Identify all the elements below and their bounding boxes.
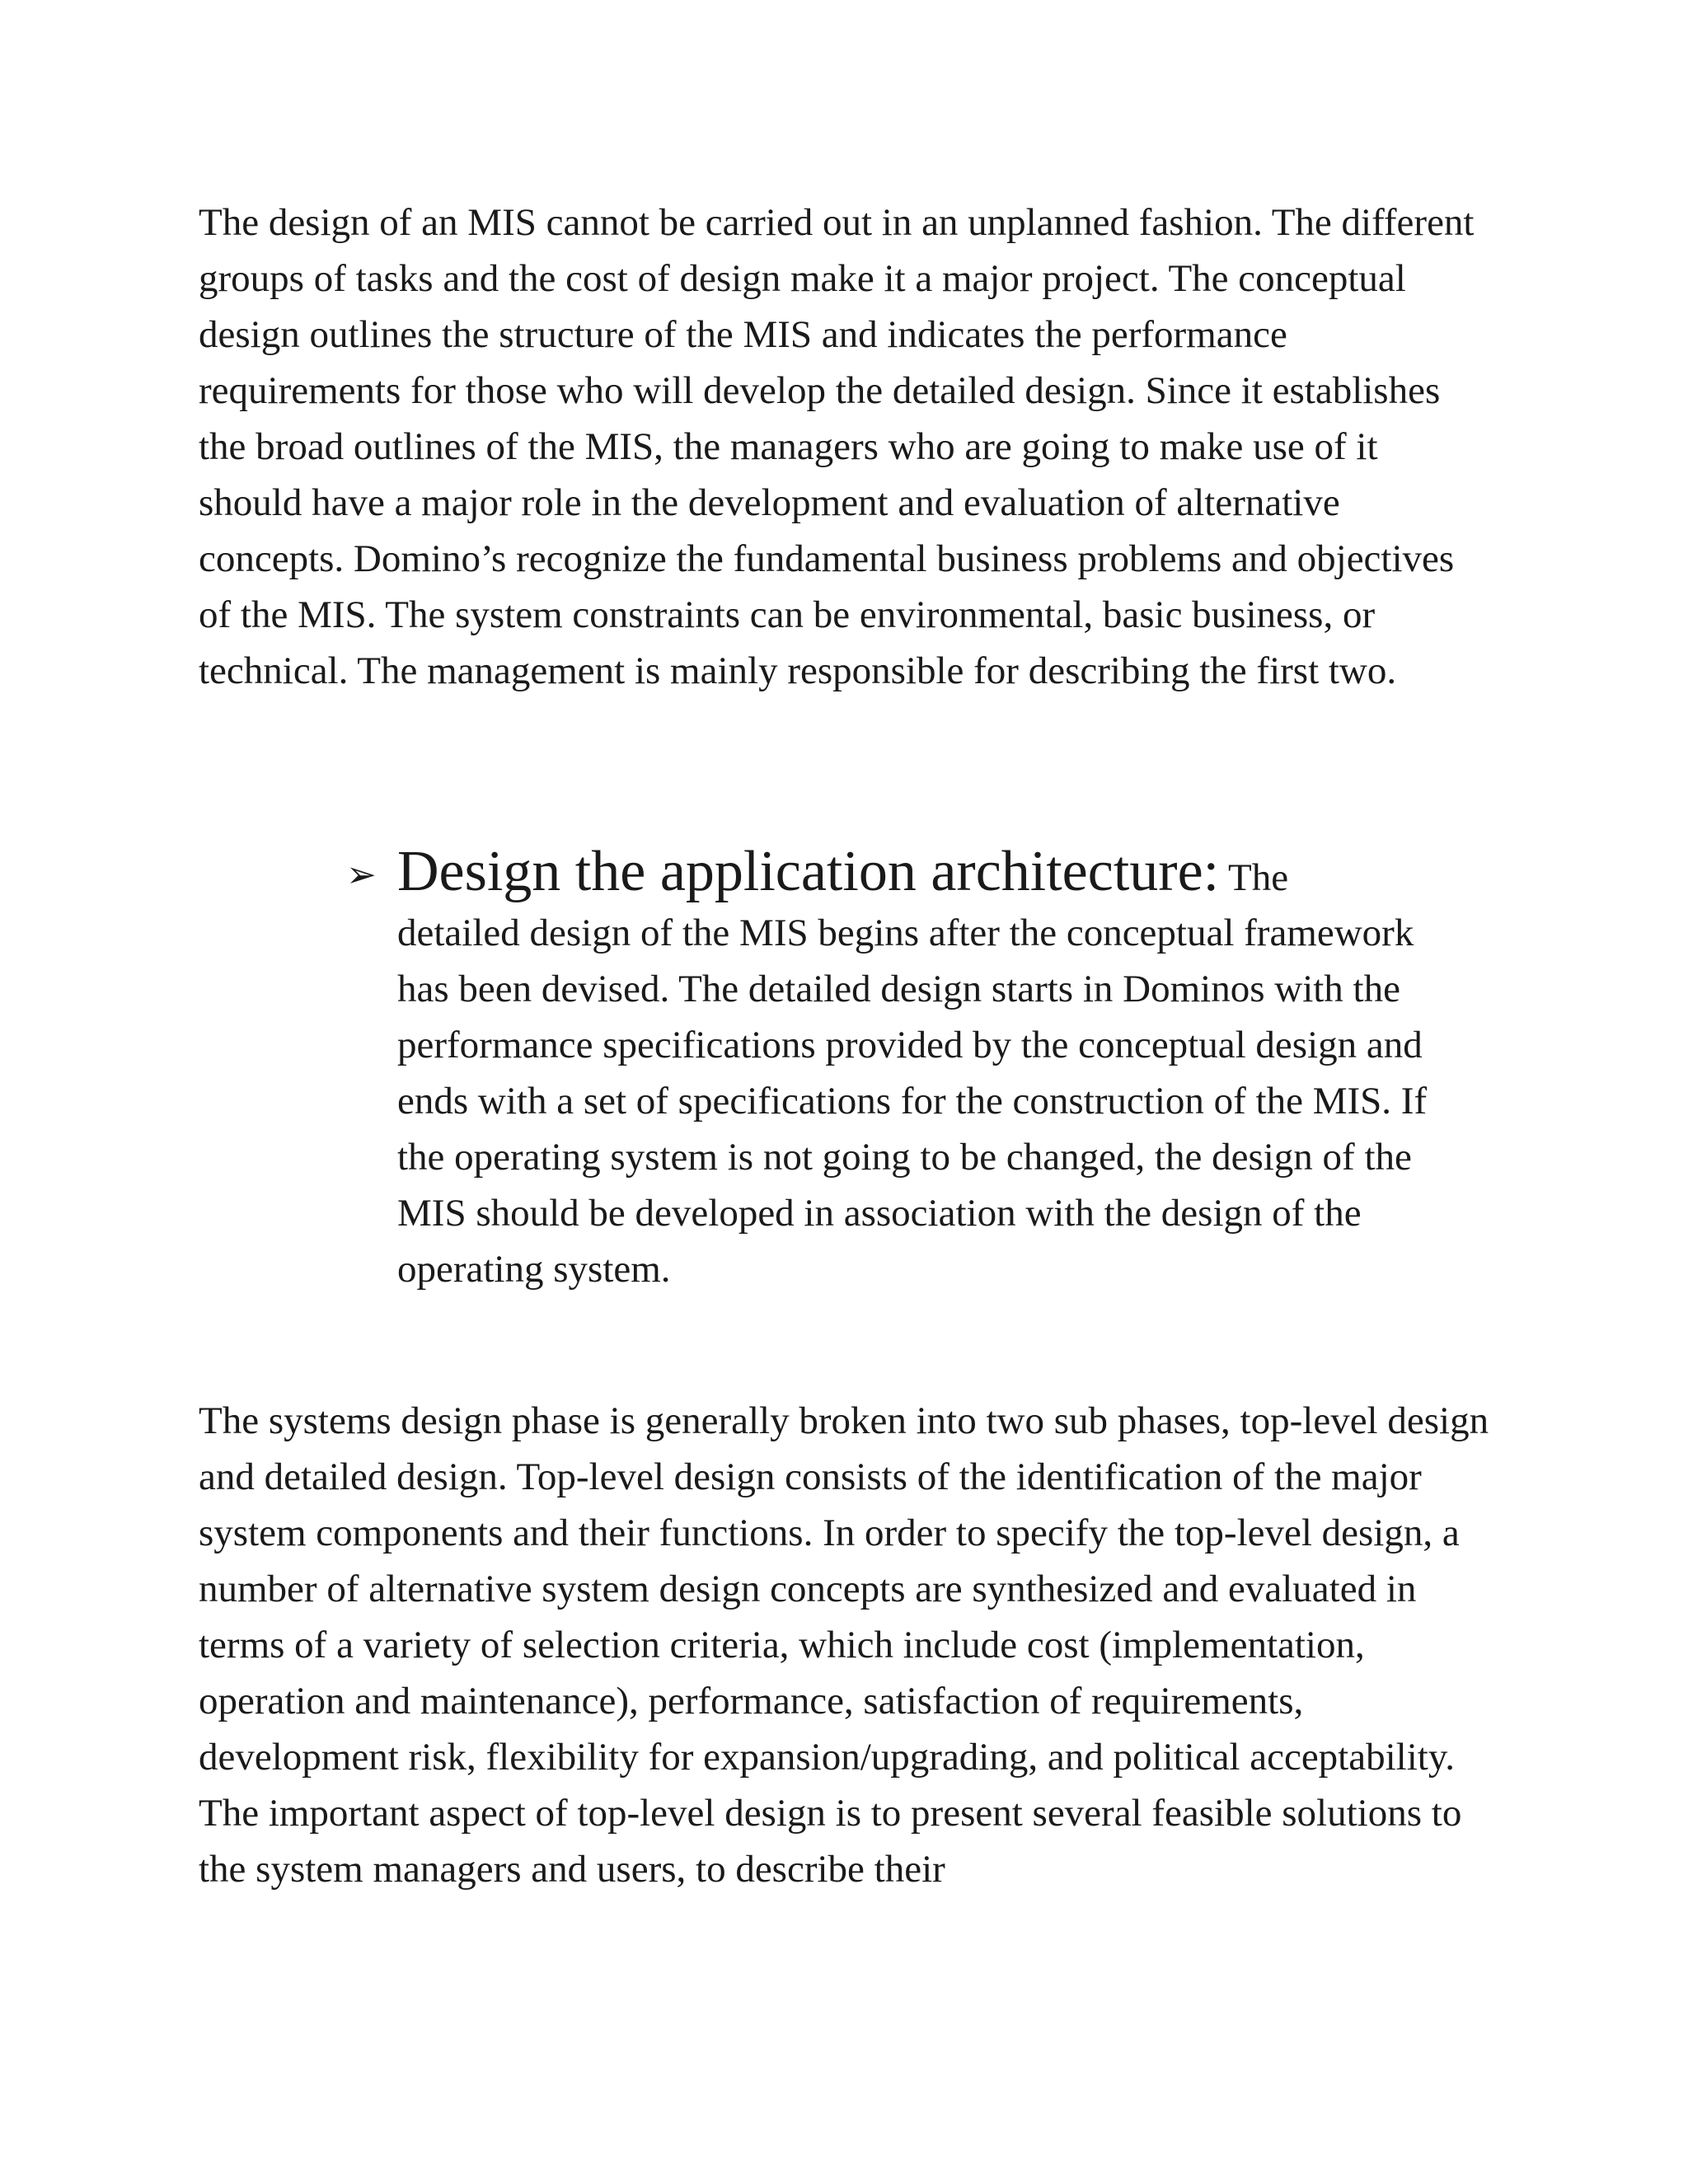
paragraph-intro: The design of an MIS cannot be carried out in an unplanned fashion. The different groups of tasks and the cost of design make it a major project. The conceptual design outlines the structure of the MIS and indicates the performance requirements for those who will develop the detailed design. Since it establishes the broad outlines of the MIS, the managers who are going to make use of it should have a major role in the development and evaluation of alternative concepts. Domino’s recognize the fundamental business problems and objectives of the MIS. The system constraints can be environmental, basic business, or technical. The management is mainly responsible for describing the first two. [199,201,1475,692]
bullet-heading: Design the application architecture: [397,840,1220,903]
paragraph-systems-design: The systems design phase is generally broken into two sub phases, top-level design and detailed design. Top-level design consists of the identification of the major system components and their functions. In order to specify the top-level design, a number of alternative system design concepts are synthesized and evaluated in terms of a variety of selection criteria, which include cost (implementation, operation and maintenance), performance, satisfaction of requirements, development risk, flexibility for expansion/upgrading, and political acceptability. The important aspect of top-level design is to present several feasible solutions to the system managers and users, to describe their [199,1399,1489,1891]
bullet-body-lead: The [1228,856,1289,899]
bullet-text [397,839,1436,1297]
bullet-first-line [397,839,1436,905]
arrowhead-bullet-icon: ➢ [346,854,377,896]
bullet-body: detailed design of the MIS begins after the conceptual framework has been devised. The detailed design starts in Dominos with the performance specifications provided by the conceptual design and ends with a set of specifications for the construction of the MIS. If the operating system is not going to be changed, the design of the MIS should be developed in association with the design of the operating system. [397,912,1428,1291]
